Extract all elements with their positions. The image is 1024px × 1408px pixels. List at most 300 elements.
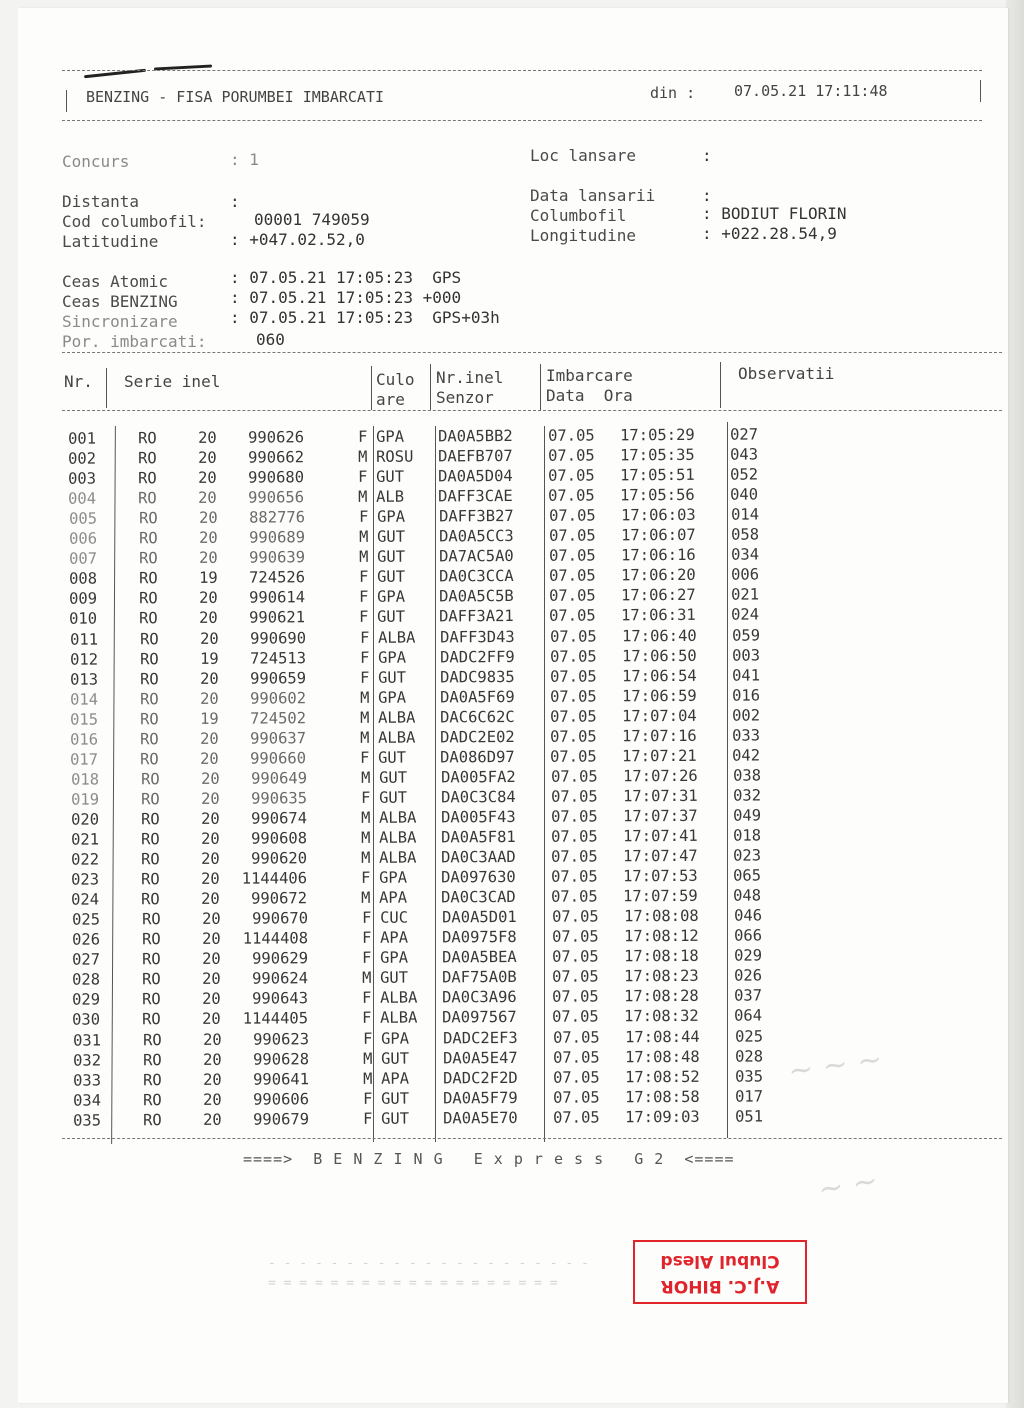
cell-nr: 015 [69, 710, 99, 729]
cell-sex: M [362, 1069, 373, 1088]
bleed-through-text: - - - - - - - - - - - - - - - - - - - - - [268, 1256, 589, 1271]
cell-tara: RO [138, 509, 158, 528]
cell-data: 07.05 [551, 1007, 599, 1027]
cell-sex: M [359, 688, 370, 707]
cell-inel: 990689 [248, 528, 306, 547]
col-header-culoare-2: are [376, 390, 405, 409]
cell-inel: 990628 [252, 1049, 310, 1069]
cell-senzor: DA0A5D01 [441, 908, 517, 927]
cell-sex: M [357, 488, 368, 507]
cell-an: 20 [202, 1050, 222, 1069]
cell-ora: 17:06:16 [620, 546, 696, 565]
cell-ora: 17:07:04 [621, 706, 697, 725]
cell-data: 07.05 [549, 626, 597, 646]
cell-senzor: DAFF3CAE [437, 487, 513, 506]
cell-tara: RO [138, 569, 158, 588]
cell-nr: 034 [72, 1091, 102, 1110]
cell-inel: 724526 [248, 568, 306, 587]
cell-data: 07.05 [550, 867, 598, 886]
cell-observatii: 043 [729, 445, 759, 464]
cell-an: 20 [201, 950, 221, 969]
cell-culoare: GUT [376, 567, 406, 587]
cell-observatii: 024 [730, 605, 760, 625]
header-top-rule [62, 70, 982, 71]
cell-tara: RO [137, 489, 157, 508]
cell-senzor: DAF75A0B [441, 968, 517, 987]
cell-observatii: 034 [730, 545, 760, 564]
cell-sex: M [362, 1049, 373, 1068]
loc-lansare-label: Loc lansare [530, 146, 636, 165]
cell-inel: 990623 [252, 1029, 310, 1049]
cell-culoare: APA [378, 888, 408, 907]
cell-an: 20 [201, 970, 221, 989]
cell-observatii: 016 [731, 686, 761, 705]
cell-data: 07.05 [551, 987, 599, 1007]
cell-senzor: DA0A5E47 [442, 1048, 518, 1067]
bleed-through-text: = = = = = = = = = = = = = = = = = = = [268, 1276, 558, 1291]
columbofil-label: Columbofil [530, 206, 627, 225]
cell-sex: F [361, 989, 372, 1008]
cell-senzor: DA005FA2 [440, 767, 516, 787]
cell-data: 07.05 [550, 807, 598, 826]
cell-data: 07.05 [550, 847, 598, 866]
cell-inel: 990679 [252, 1109, 310, 1129]
cell-an: 20 [199, 749, 219, 768]
document-title: BENZING - FISA PORUMBEI IMBARCATI [86, 88, 385, 106]
porumbei-imbarcati-label: Por. imbarcati: [62, 332, 207, 351]
cell-sex: M [361, 969, 372, 988]
cell-nr: 019 [70, 790, 100, 809]
col-header-serie-inel: Serie inel [124, 372, 221, 391]
cell-nr: 028 [71, 970, 101, 990]
data-lansarii-value: : [702, 186, 712, 205]
cell-nr: 031 [72, 1030, 102, 1050]
cell-inel: 1144405 [242, 1009, 309, 1029]
cell-observatii: 029 [733, 946, 763, 965]
cell-ora: 17:07:47 [622, 846, 698, 866]
cell-an: 20 [200, 829, 220, 848]
cell-senzor: DA0A5D04 [437, 467, 513, 486]
cell-culoare: GUT [378, 788, 408, 807]
cell-culoare: APA [380, 1069, 410, 1088]
cell-ora: 17:05:56 [619, 486, 695, 505]
cell-sex: F [362, 1089, 373, 1108]
cell-sex: F [359, 648, 370, 667]
cell-inel: 990621 [248, 608, 306, 628]
cell-tara: RO [142, 1110, 162, 1129]
cell-culoare: ALBA [378, 848, 417, 867]
cell-an: 20 [200, 889, 220, 909]
cell-culoare: ALB [375, 487, 405, 506]
cell-inel: 724502 [249, 708, 307, 728]
cell-sex: M [360, 828, 371, 847]
cell-senzor: DA0975F8 [441, 928, 517, 947]
cell-senzor: DA097630 [440, 868, 516, 887]
cell-ora: 17:08:52 [624, 1067, 700, 1086]
concurs-value: : 1 [230, 150, 259, 169]
loc-lansare-value: : [702, 146, 712, 165]
cell-observatii: 066 [733, 926, 763, 945]
cell-observatii: 052 [729, 465, 759, 484]
table-bottom-rule [62, 1138, 1002, 1139]
header-left-edge [66, 90, 67, 112]
col-header-nr-inel-1: Nr.inel [436, 368, 504, 387]
cell-tara: RO [142, 1090, 162, 1109]
cell-culoare: ALBA [379, 988, 418, 1008]
cell-senzor: DAC6C62C [439, 707, 515, 727]
cell-sex: M [360, 768, 371, 787]
cell-inel: 990672 [250, 889, 308, 908]
cell-culoare: GUT [380, 1049, 410, 1068]
cell-nr: 023 [70, 870, 100, 889]
cell-inel: 882776 [248, 508, 306, 527]
cell-ora: 17:07:59 [622, 886, 698, 906]
cell-nr: 004 [67, 489, 97, 508]
cell-inel: 990660 [249, 749, 307, 768]
cell-senzor: DA005F43 [440, 807, 516, 827]
cell-senzor: DAFF3D43 [439, 627, 515, 646]
cell-nr: 003 [67, 469, 97, 488]
cell-data: 07.05 [548, 586, 596, 606]
cell-senzor: DA0A5E70 [442, 1108, 518, 1128]
cell-nr: 025 [71, 910, 101, 929]
cell-data: 07.05 [549, 707, 597, 726]
cell-senzor: DAFF3A21 [438, 607, 514, 626]
cell-sex: M [360, 808, 371, 827]
cell-an: 20 [200, 769, 220, 788]
cell-tara: RO [137, 469, 157, 488]
cell-observatii: 002 [731, 706, 761, 725]
cell-inel: 990620 [250, 849, 308, 868]
cell-senzor: DADC2E02 [439, 727, 515, 747]
cell-observatii: 049 [732, 806, 762, 825]
table-top-rule [62, 352, 1002, 353]
latitudine-label: Latitudine [62, 232, 159, 251]
col-header-observatii: Observatii [738, 364, 835, 383]
cell-an: 20 [199, 729, 219, 748]
cell-senzor: DA0A5BB2 [437, 426, 513, 446]
cell-an: 20 [198, 549, 218, 568]
cell-senzor: DA0C3C84 [440, 787, 516, 807]
cell-sex: M [359, 708, 370, 727]
cell-data: 07.05 [548, 506, 596, 525]
cell-inel: 990659 [249, 668, 307, 688]
cell-observatii: 006 [730, 565, 760, 584]
cell-tara: RO [142, 1030, 162, 1049]
cell-nr: 006 [68, 529, 98, 548]
cell-nr: 005 [68, 509, 98, 528]
cell-observatii: 051 [734, 1107, 764, 1126]
cell-senzor: DA0A5F79 [442, 1088, 518, 1108]
cell-nr: 001 [67, 429, 97, 448]
cell-nr: 012 [69, 650, 99, 669]
cell-ora: 17:06:54 [621, 666, 697, 685]
cell-tara: RO [140, 810, 160, 829]
cell-data: 07.05 [547, 446, 595, 465]
cell-tara: RO [141, 930, 161, 949]
cell-an: 20 [197, 468, 217, 487]
cell-an: 20 [197, 488, 217, 508]
cell-nr: 021 [70, 830, 100, 849]
cell-observatii: 048 [732, 886, 762, 905]
cell-an: 19 [199, 649, 219, 668]
cell-an: 20 [202, 1110, 222, 1129]
cell-inel: 990637 [249, 728, 307, 748]
cell-an: 20 [200, 809, 220, 828]
cell-data: 07.05 [552, 1068, 600, 1087]
cell-tara: RO [141, 910, 161, 929]
col-separator [540, 364, 541, 410]
cell-ora: 17:07:31 [622, 786, 698, 806]
cell-culoare: ALBA [378, 808, 417, 827]
cell-an: 20 [198, 609, 218, 628]
cell-nr: 024 [70, 890, 100, 909]
cell-sex: F [360, 868, 371, 887]
cell-inel: 724513 [249, 648, 307, 668]
cell-sex: F [362, 1029, 373, 1048]
cell-culoare: GPA [377, 648, 407, 667]
cell-ora: 17:07:37 [622, 806, 698, 826]
cell-ora: 17:05:51 [619, 465, 695, 485]
cell-inel: 990606 [252, 1089, 310, 1109]
cell-sex: F [359, 628, 370, 647]
cell-observatii: 059 [731, 625, 761, 645]
cell-observatii: 018 [732, 826, 762, 845]
cell-inel: 990690 [249, 628, 307, 648]
cell-nr: 002 [67, 449, 97, 468]
cell-ora: 17:07:21 [621, 746, 697, 766]
cell-tara: RO [138, 529, 158, 548]
cell-nr: 026 [71, 930, 101, 949]
cell-ora: 17:06:40 [621, 626, 697, 645]
data-lansarii-label: Data lansarii [530, 186, 656, 205]
cell-senzor: DA0A5C5B [438, 587, 514, 606]
cell-sex: F [361, 909, 372, 928]
cell-culoare: GUT [379, 968, 409, 988]
cell-observatii: 017 [734, 1087, 764, 1106]
cell-data: 07.05 [552, 1108, 600, 1127]
cell-senzor: DAFF3B27 [438, 507, 514, 526]
cell-observatii: 021 [730, 585, 760, 605]
cell-culoare: GPA [376, 507, 406, 526]
ceas-atomic-value: : 07.05.21 17:05:23 GPS [230, 268, 462, 287]
cell-inel: 990680 [247, 468, 305, 487]
cod-columbofil-label: Cod columbofil: [62, 212, 207, 231]
ceas-benzing-value: : 07.05.21 17:05:23 +000 [230, 288, 462, 307]
cell-data: 07.05 [547, 426, 595, 445]
cell-observatii: 064 [733, 1006, 763, 1026]
cell-ora: 17:06:07 [620, 526, 696, 545]
footer-banner: ====> B E N Z I N G E x p r e s s G 2 <==== [243, 1150, 735, 1168]
cell-sex: M [358, 528, 369, 547]
cell-data: 07.05 [550, 827, 598, 846]
date-value: 07.05.21 17:11:48 [734, 82, 888, 100]
header-bottom-rule [62, 120, 982, 121]
cell-culoare: GPA [380, 1029, 410, 1048]
cell-data: 07.05 [547, 466, 595, 485]
cell-ora: 17:06:59 [621, 686, 697, 705]
cell-data: 07.05 [548, 526, 596, 546]
cell-ora: 17:06:31 [620, 606, 696, 625]
cell-observatii: 042 [731, 746, 761, 765]
cell-culoare: GUT [376, 527, 406, 547]
document-sheet [18, 8, 1008, 1403]
cell-sex: F [358, 508, 369, 527]
cell-tara: RO [139, 669, 159, 688]
cell-tara: RO [139, 649, 159, 668]
cell-an: 20 [201, 1010, 221, 1029]
cell-an: 20 [199, 629, 219, 648]
cell-senzor: DADC2EF3 [442, 1028, 518, 1047]
cell-inel: 990662 [247, 448, 305, 467]
cell-observatii: 038 [732, 766, 762, 785]
cell-observatii: 026 [733, 966, 763, 985]
cell-data: 07.05 [549, 687, 597, 706]
date-label: din : [650, 84, 696, 102]
cell-culoare: GUT [375, 467, 405, 486]
cell-data: 07.05 [551, 967, 599, 987]
cell-culoare: ALBA [377, 708, 416, 727]
cell-inel: 990602 [249, 688, 307, 708]
cell-data: 07.05 [551, 947, 599, 967]
cell-tara: RO [140, 790, 160, 809]
cell-tara: RO [140, 870, 160, 889]
cell-data: 07.05 [548, 566, 596, 586]
cell-sex: F [358, 568, 369, 587]
cell-observatii: 041 [731, 666, 761, 685]
cell-nr: 029 [71, 990, 101, 1010]
cell-sex: M [357, 447, 368, 466]
cell-sex: F [361, 929, 372, 948]
cell-nr: 008 [68, 569, 98, 589]
cell-nr: 027 [71, 950, 101, 969]
stamp-line-1: A.J.C. BIHOR [660, 1276, 780, 1296]
cell-ora: 17:07:53 [622, 866, 698, 886]
cell-senzor: DADC2F2D [442, 1068, 518, 1087]
cell-sex: M [359, 728, 370, 747]
cell-nr: 016 [69, 730, 99, 749]
cell-tara: RO [142, 1070, 162, 1089]
cell-sex: M [360, 848, 371, 867]
cell-sex: F [361, 949, 372, 968]
cell-an: 20 [200, 789, 220, 808]
cell-senzor: DADC9835 [439, 667, 515, 687]
longitudine-label: Longitudine [530, 226, 636, 245]
cell-observatii: 014 [730, 505, 760, 524]
cell-observatii: 037 [733, 986, 763, 1006]
cell-culoare: CUC [379, 908, 409, 927]
cell-ora: 17:07:16 [621, 726, 697, 746]
cell-ora: 17:08:48 [624, 1047, 700, 1066]
cell-observatii: 033 [731, 726, 761, 745]
cell-an: 20 [200, 849, 220, 868]
cell-nr: 032 [72, 1051, 102, 1070]
cell-an: 20 [198, 508, 218, 528]
cell-ora: 17:06:50 [621, 646, 697, 665]
cell-tara: RO [142, 1050, 162, 1069]
col-header-imbarcare: Imbarcare [546, 366, 633, 385]
longitudine-value: : +022.28.54,9 [702, 224, 837, 243]
cell-culoare: ROSU [375, 447, 414, 466]
cell-data: 07.05 [551, 907, 599, 926]
handwritten-scribble: ~ ~ [815, 1163, 881, 1208]
cell-ora: 17:07:26 [622, 766, 698, 786]
cell-inel: 990608 [250, 829, 308, 848]
cell-tara: RO [138, 609, 158, 628]
cell-tara: RO [141, 970, 161, 989]
cell-data: 07.05 [552, 1088, 600, 1107]
ceas-atomic-label: Ceas Atomic [62, 272, 168, 291]
cell-culoare: GUT [376, 608, 406, 627]
cell-inel: 990674 [250, 809, 308, 828]
cell-tara: RO [140, 890, 160, 909]
cell-inel: 1144406 [241, 869, 308, 888]
cell-nr: 035 [72, 1111, 102, 1130]
cell-ora: 17:06:03 [620, 506, 696, 525]
cell-data: 07.05 [549, 747, 597, 766]
cell-ora: 17:08:18 [623, 947, 699, 966]
cell-inel: 990670 [251, 909, 309, 928]
cell-ora: 17:08:44 [624, 1027, 700, 1046]
cell-sex: F [360, 788, 371, 807]
cell-ora: 17:09:03 [624, 1107, 700, 1126]
cell-observatii: 025 [734, 1026, 764, 1046]
cell-sex: M [360, 888, 371, 908]
cell-inel: 990641 [252, 1069, 310, 1089]
cell-tara: RO [140, 850, 160, 869]
cell-ora: 17:05:29 [619, 425, 695, 445]
cell-nr: 020 [70, 810, 100, 829]
cell-ora: 17:05:35 [619, 445, 695, 465]
cell-tara: RO [141, 950, 161, 969]
cell-culoare: GPA [379, 948, 409, 968]
cell-inel: 990649 [250, 769, 308, 788]
cell-inel: 990614 [248, 588, 306, 607]
cell-an: 20 [202, 1030, 222, 1049]
handwritten-scribble: ~ ~ ~ [786, 1041, 885, 1090]
cell-sex: F [359, 748, 370, 767]
cell-ora: 17:08:12 [623, 927, 699, 946]
cell-nr: 009 [68, 589, 98, 609]
cell-observatii: 028 [734, 1046, 764, 1066]
cell-an: 20 [197, 428, 217, 447]
cell-observatii: 058 [730, 525, 760, 544]
cell-tara: RO [139, 689, 159, 708]
cell-data: 07.05 [552, 1027, 600, 1047]
cell-senzor: DAEFB707 [437, 447, 513, 466]
cell-sex: F [358, 608, 369, 627]
cell-data: 07.05 [551, 927, 599, 946]
cell-data: 07.05 [550, 887, 598, 906]
cell-data: 07.05 [548, 546, 596, 566]
cell-ora: 17:07:41 [622, 826, 698, 846]
cell-ora: 17:08:08 [623, 907, 699, 926]
latitudine-value: : +047.02.52,0 [230, 230, 365, 249]
cell-senzor: DA0C3CCA [438, 567, 514, 586]
cell-data: 07.05 [549, 727, 597, 746]
cell-an: 19 [199, 709, 219, 728]
ceas-benzing-label: Ceas BENZING [62, 292, 178, 311]
cell-nr: 033 [72, 1071, 102, 1090]
cell-inel: 1144408 [242, 929, 309, 948]
cell-data: 07.05 [549, 647, 597, 666]
cell-culoare: GPA [376, 588, 406, 607]
cell-nr: 017 [69, 750, 99, 769]
cell-senzor: DA0A5BEA [441, 948, 517, 967]
cell-ora: 17:06:27 [620, 586, 696, 605]
cell-nr: 013 [69, 670, 99, 689]
cell-nr: 018 [70, 770, 100, 789]
